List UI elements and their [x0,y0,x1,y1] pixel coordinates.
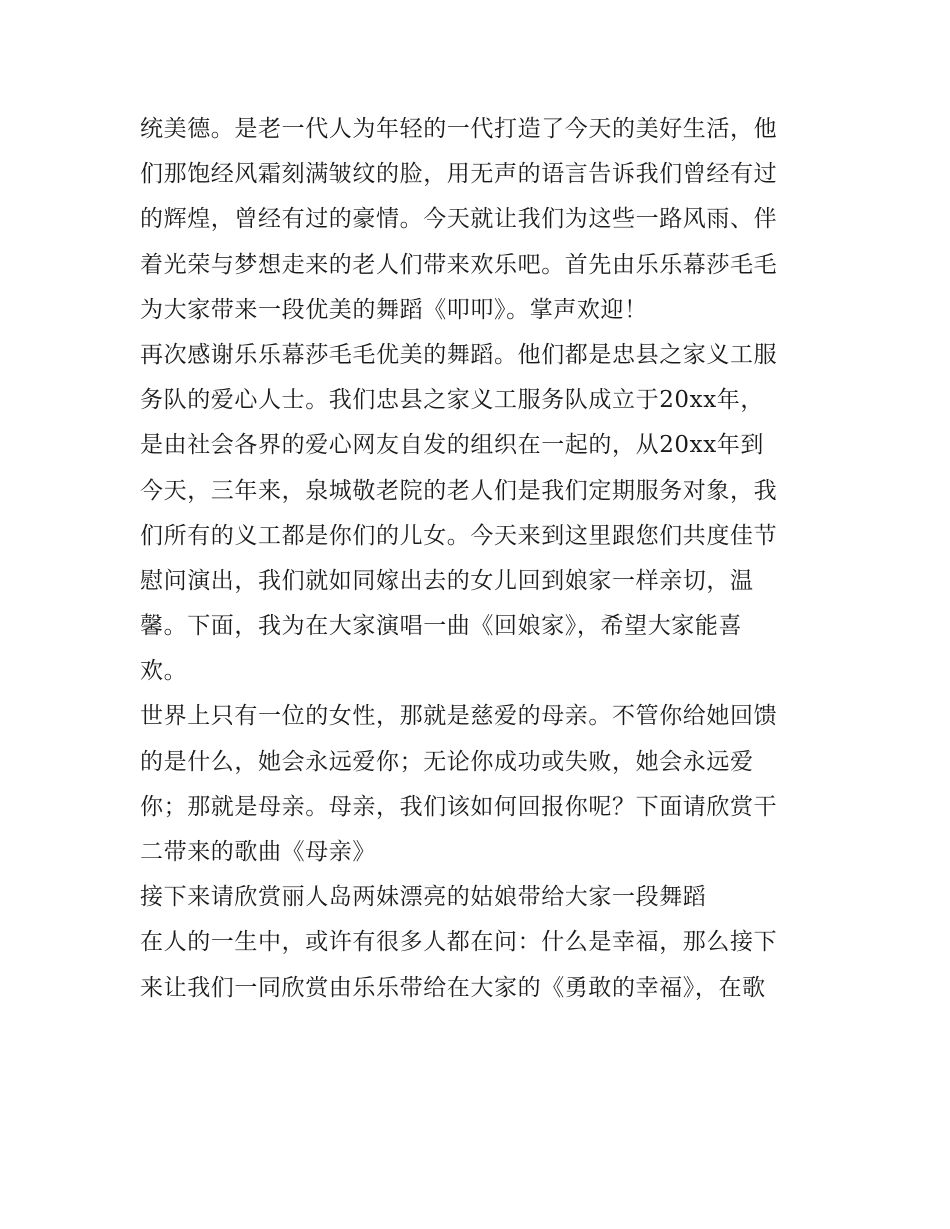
text-line: 务队的爱心人士。我们忠县之家义工服务队成立于20xx年， [140,387,765,414]
text-line: 二带来的歌曲《母亲》 [140,839,376,865]
text-line: 世界上只有一位的女性，那就是慈爱的母亲。不管你给她回馈 [140,703,778,730]
text-line: 慰问演出，我们就如同嫁出去的女儿回到娘家一样亲切，温 [140,567,754,594]
text-line: 是由社会各界的爱心网友自发的组织在一起的，从20xx年到 [140,432,765,459]
text-line: 你；那就是母亲。母亲，我们该如何回报你呢？下面请欣赏干 [140,793,778,820]
document-body [140,107,830,1011]
text-line: 来让我们一同欣赏由乐乐带给在大家的《勇敢的幸福》，在歌 [140,974,766,1001]
text-line: 为大家带来一段优美的舞蹈《叩叩》。掌声欢迎！ [140,296,648,323]
text-line: 统美德。是老一代人为年轻的一代打造了今天的美好生活，他 [140,116,778,142]
text-line: 接下来请欣赏丽人岛两妹漂亮的姑娘带给大家一段舞蹈 [140,884,707,911]
text-line: 的是什么，她会永远爱你；无论你成功或失败，她会永远爱 [140,748,754,775]
text-line: 们那饱经风霜刻满皱纹的脸，用无声的语言告诉我们曾经有过 [140,161,778,188]
text-line: 欢。 [140,658,188,685]
text-line: 再次感谢乐乐幕莎毛毛优美的舞蹈。他们都是忠县之家义工服 [140,341,778,368]
text-line: 们所有的义工都是你们的儿女。今天来到这里跟您们共度佳节 [140,522,778,549]
text-line: 今天，三年来，泉城敬老院的老人们是我们定期服务对象，我 [140,477,778,504]
text-line: 的辉煌，曾经有过的豪情。今天就让我们为这些一路风雨、伴 [140,206,778,233]
text-line: 馨。下面，我为在大家演唱一曲《回娘家》，希望大家能喜 [140,613,743,640]
text-line: 着光荣与梦想走来的老人们带来欢乐吧。首先由乐乐幕莎毛毛 [140,251,778,278]
text-line: 在人的一生中，或许有很多人都在问：什么是幸福，那么接下 [140,929,778,956]
